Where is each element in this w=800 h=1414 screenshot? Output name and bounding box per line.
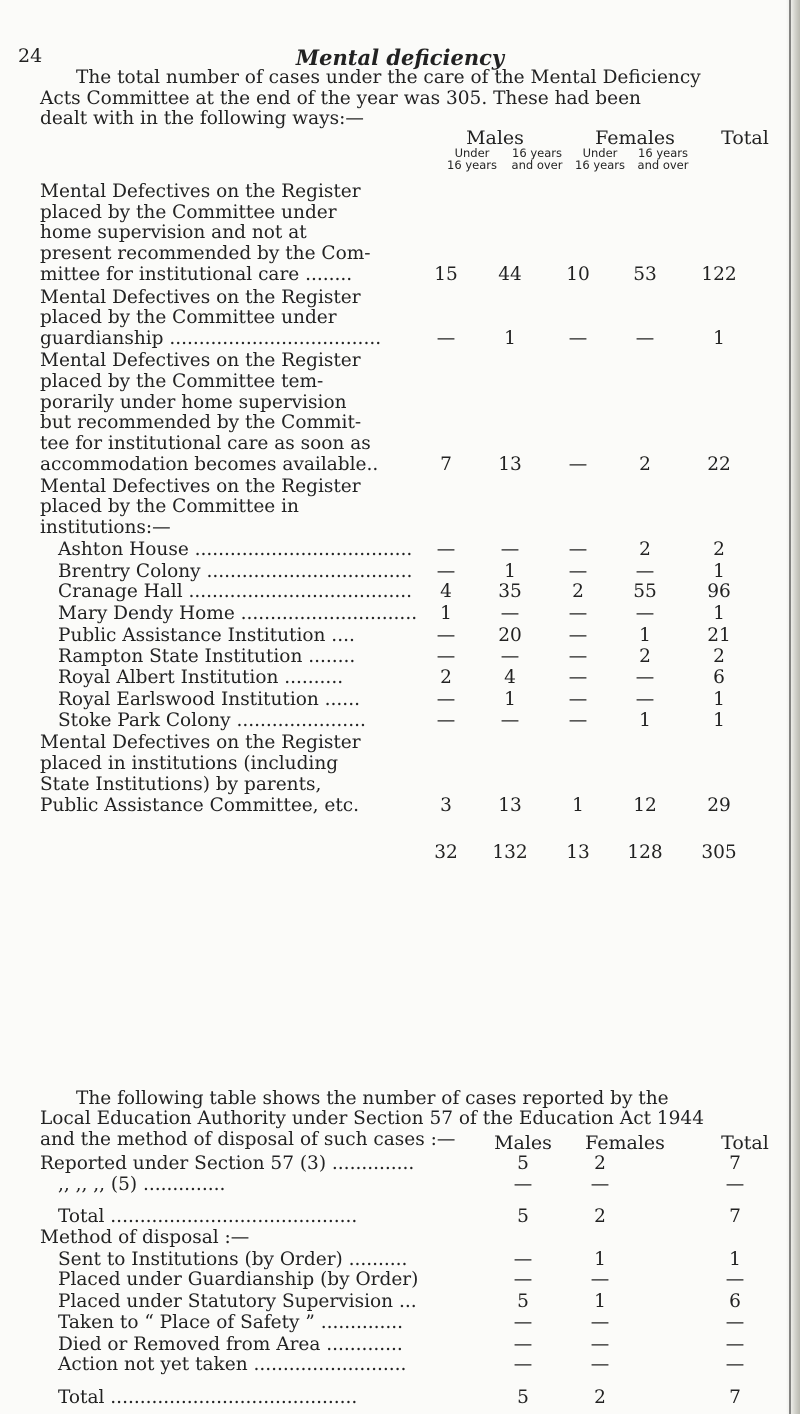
- row-label: institutions:—: [40, 517, 171, 539]
- table-cell: —: [436, 709, 456, 731]
- row-label: Public Assistance Committee, etc.: [40, 794, 360, 816]
- row-label: tee for institutional care as soon as: [40, 433, 371, 455]
- table-cell: —: [725, 1269, 745, 1291]
- table-cell: 4: [440, 581, 452, 603]
- table-cell: —: [568, 667, 588, 689]
- row-label: home supervision and not at: [40, 222, 307, 244]
- table-cell: 44: [498, 264, 522, 286]
- table-cell: —: [500, 603, 520, 625]
- row-label: Taken to “ Place of Safety ” ..............: [58, 1311, 404, 1333]
- table-cell: 35: [498, 581, 522, 603]
- total-cell: 32: [434, 841, 458, 863]
- table-cell: 1: [713, 603, 725, 625]
- intro-paragraph: [40, 68, 778, 130]
- table-cell: 1: [713, 709, 725, 731]
- row-label: State Institutions) by parents,: [40, 773, 322, 795]
- row-label: Cranage Hall ......................................: [58, 581, 412, 603]
- table-cell: 1: [594, 1248, 606, 1270]
- row-label: Mental Defectives on the Register: [40, 286, 361, 308]
- row-label: guardianship ....................................: [40, 328, 382, 350]
- row-label: Mental Defectives on the Register: [40, 180, 361, 202]
- table-cell: 1: [713, 688, 725, 710]
- row-label: Mental Defectives on the Register: [40, 475, 361, 497]
- table-cell: —: [568, 624, 588, 646]
- subheader-males-under16: [440, 147, 504, 171]
- table-cell: —: [590, 1333, 610, 1355]
- table-cell: —: [635, 560, 655, 582]
- table-cell: 53: [633, 264, 657, 286]
- total-cell: 132: [492, 841, 528, 863]
- table-cell: 2: [639, 538, 651, 560]
- row-label: Brentry Colony ...................................: [58, 560, 413, 582]
- header-males: Males: [466, 127, 524, 150]
- table-cell: —: [725, 1173, 745, 1195]
- row-label: porarily under home supervision: [40, 391, 347, 413]
- row-label: placed in institutions (including: [40, 753, 339, 775]
- table-cell: 7: [729, 1206, 741, 1228]
- table-cell: 122: [701, 264, 737, 286]
- table-cell: —: [436, 560, 456, 582]
- table-cell: —: [568, 453, 588, 475]
- subheader-line: 16 years: [512, 146, 562, 161]
- table-cell: 15: [434, 264, 458, 286]
- table-cell: 1: [639, 624, 651, 646]
- table-cell: 2: [713, 646, 725, 668]
- table-cell: —: [568, 328, 588, 350]
- t2-header-males: Males: [494, 1132, 552, 1155]
- row-label: Royal Albert Institution ..........: [58, 667, 344, 689]
- row-label: mittee for institutional care ........: [40, 264, 353, 286]
- row-label: Rampton State Institution ........: [58, 646, 356, 668]
- table-cell: 29: [707, 794, 731, 816]
- row-label: Mental Defectives on the Register: [40, 732, 361, 754]
- para2-line: Local Education Authority under Section 57 of the Education Act 1944: [40, 1108, 704, 1130]
- table-cell: 12: [633, 794, 657, 816]
- table-cell: 7: [729, 1152, 741, 1174]
- table-cell: —: [500, 709, 520, 731]
- row-label: Public Assistance Institution ....: [58, 624, 355, 646]
- row-label: Royal Earlswood Institution ......: [58, 688, 360, 710]
- table-cell: —: [568, 688, 588, 710]
- table-cell: —: [436, 538, 456, 560]
- intro-line: The total number of cases under the care of the Mental Deficiency: [76, 66, 701, 88]
- table-cell: 1: [440, 603, 452, 625]
- table-cell: 7: [440, 453, 452, 475]
- table-cell: 1: [572, 794, 584, 816]
- row-label: Action not yet taken ..........................: [58, 1354, 407, 1376]
- table-cell: 5: [517, 1387, 529, 1408]
- row-label: Sent to Institutions (by Order) ..........: [58, 1248, 408, 1270]
- total-cell: 13: [566, 841, 590, 863]
- table-cell: 1: [729, 1248, 741, 1270]
- table-cell: —: [568, 709, 588, 731]
- table-cell: 4: [504, 667, 516, 689]
- table-cell: 2: [594, 1152, 606, 1174]
- table-cell: 55: [633, 581, 657, 603]
- table-cell: 2: [572, 581, 584, 603]
- table-cell: —: [568, 603, 588, 625]
- table-cell: 2: [639, 453, 651, 475]
- row-label: Ashton House .....................................: [58, 538, 413, 560]
- table-cell: —: [590, 1269, 610, 1291]
- para2-line: and the method of disposal of such cases :—: [40, 1129, 456, 1151]
- table-cell: —: [513, 1311, 533, 1333]
- table-cell: —: [513, 1173, 533, 1195]
- table-cell: 2: [440, 667, 452, 689]
- table-cell: 6: [729, 1291, 741, 1313]
- page-number: 24: [18, 45, 43, 68]
- table-cell: 5: [517, 1206, 529, 1228]
- subheader-line: Under: [582, 146, 618, 161]
- table-cell: 20: [498, 624, 522, 646]
- subheader-line: 16 years: [447, 158, 497, 173]
- table-cell: —: [725, 1311, 745, 1333]
- subheader-line: and over: [511, 158, 563, 173]
- table-cell: —: [436, 328, 456, 350]
- subheader-line: 16 years: [638, 146, 688, 161]
- table-cell: —: [590, 1354, 610, 1376]
- table-cell: 1: [639, 709, 651, 731]
- table-cell: 1: [713, 560, 725, 582]
- table-cell: 7: [729, 1387, 741, 1408]
- table-cell: 1: [594, 1291, 606, 1313]
- table-cell: —: [436, 688, 456, 710]
- t2-header-females: Females: [585, 1132, 665, 1155]
- table-cell: 5: [517, 1152, 529, 1174]
- total-cell: 305: [701, 841, 737, 863]
- page-edge-line: [789, 0, 791, 1414]
- header-total: Total: [721, 127, 769, 150]
- table-cell: 10: [566, 264, 590, 286]
- subheader-females-under16: [568, 147, 632, 171]
- table-cell: —: [725, 1354, 745, 1376]
- table-cell: —: [568, 560, 588, 582]
- table-cell: —: [635, 667, 655, 689]
- table-cell: —: [725, 1333, 745, 1355]
- table-cell: —: [436, 646, 456, 668]
- table-cell: —: [436, 624, 456, 646]
- table-cell: 1: [504, 560, 516, 582]
- row-label: Reported under Section 57 (3) ..............: [40, 1152, 415, 1174]
- row-label: Placed under Guardianship (by Order): [58, 1269, 419, 1291]
- table-cell: 2: [594, 1387, 606, 1408]
- row-label: Stoke Park Colony ......................: [58, 709, 366, 731]
- table-cell: 2: [594, 1206, 606, 1228]
- table-cell: 21: [707, 624, 731, 646]
- table-cell: —: [513, 1354, 533, 1376]
- table-cell: 1: [713, 328, 725, 350]
- table-cell: —: [568, 646, 588, 668]
- table-cell: 13: [498, 794, 522, 816]
- intro-line: dealt with in the following ways:—: [40, 108, 364, 130]
- intro-line: Acts Committee at the end of the year was 305. These had been: [40, 87, 641, 109]
- table-cell: 96: [707, 581, 731, 603]
- table-cell: 2: [713, 538, 725, 560]
- table-cell: —: [500, 646, 520, 668]
- row-label: present recommended by the Com-: [40, 243, 371, 265]
- row-label: Total ..........................................: [58, 1206, 358, 1228]
- table-cell: 13: [498, 453, 522, 475]
- row-label: Method of disposal :—: [40, 1226, 250, 1248]
- row-label: but recommended by the Commit-: [40, 412, 362, 434]
- table-cell: —: [635, 688, 655, 710]
- table-cell: —: [590, 1173, 610, 1195]
- subheader-males-16over: [505, 147, 569, 171]
- table-cell: —: [513, 1269, 533, 1291]
- row-label: Died or Removed from Area .............: [58, 1333, 403, 1355]
- row-label: Placed under Statutory Supervision ...: [58, 1291, 417, 1313]
- row-label: Mental Defectives on the Register: [40, 349, 361, 371]
- row-label: Total ..........................................: [58, 1387, 358, 1408]
- table-cell: 5: [517, 1291, 529, 1313]
- table-cell: —: [635, 603, 655, 625]
- row-label: placed by the Committee under: [40, 201, 337, 223]
- table-cell: 3: [440, 794, 452, 816]
- subheader-line: and over: [637, 158, 689, 173]
- row-label: accommodation becomes available..: [40, 453, 379, 475]
- table-cell: 2: [639, 646, 651, 668]
- para2-line: The following table shows the number of cases reported by the: [76, 1087, 669, 1109]
- table-cell: —: [590, 1311, 610, 1333]
- row-label: Mary Dendy Home ..............................: [58, 603, 418, 625]
- row-label: placed by the Committee in: [40, 496, 299, 518]
- table-cell: 1: [504, 328, 516, 350]
- row-label: placed by the Committee under: [40, 307, 337, 329]
- subheader-females-16over: [631, 147, 695, 171]
- table-cell: —: [500, 538, 520, 560]
- row-label: ,, ,, ,, (5) ..............: [58, 1173, 226, 1195]
- table-cell: —: [513, 1248, 533, 1270]
- table-cell: —: [513, 1333, 533, 1355]
- table-cell: 6: [713, 667, 725, 689]
- header-females: Females: [595, 127, 675, 150]
- running-head: Mental deficiency: [295, 45, 505, 71]
- subheader-line: Under: [454, 146, 490, 161]
- subheader-line: 16 years: [575, 158, 625, 173]
- table-cell: —: [635, 328, 655, 350]
- table-cell: 22: [707, 453, 731, 475]
- row-label: placed by the Committee tem-: [40, 370, 324, 392]
- table-cell: 1: [504, 688, 516, 710]
- table-cell: —: [568, 538, 588, 560]
- t2-header-total: Total: [721, 1132, 769, 1155]
- total-cell: 128: [627, 841, 663, 863]
